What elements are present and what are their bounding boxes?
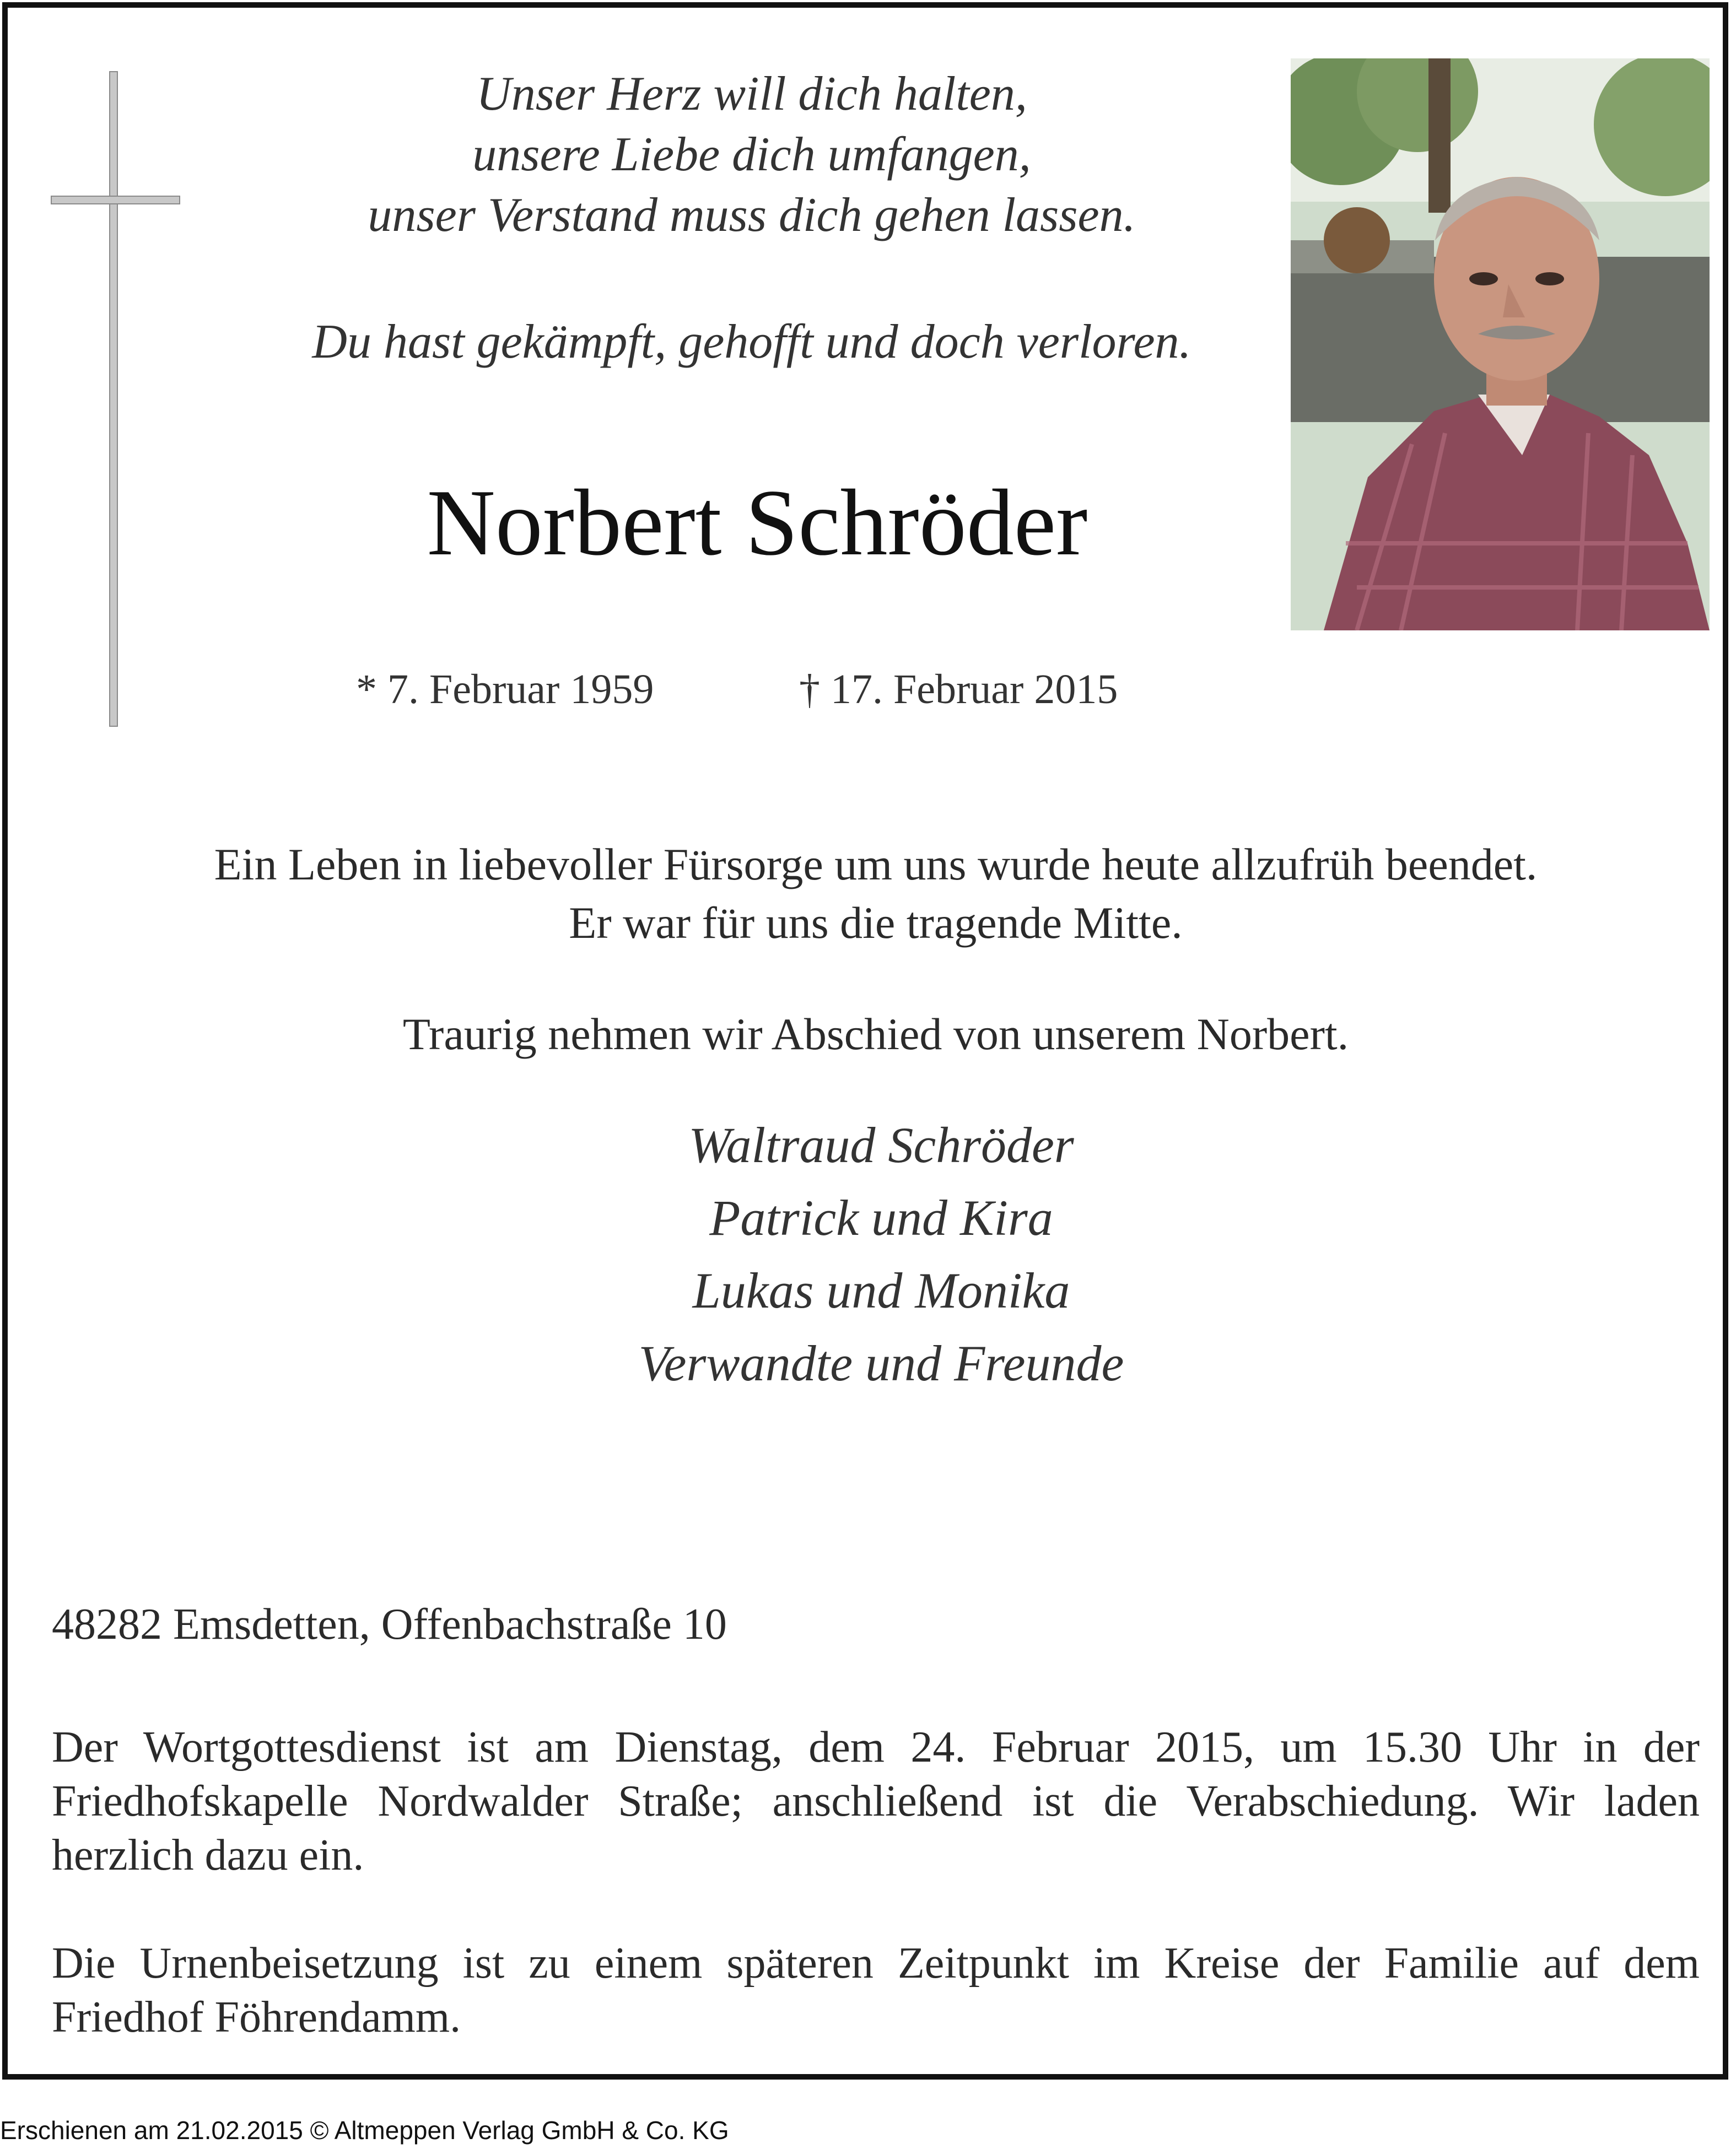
tribute-line: Er war für uns die tragende Mitte. [569,898,1183,948]
family-address: 48282 Emsdetten, Offenbachstraße 10 [52,1600,727,1649]
tribute-line: Ein Leben in liebevoller Fürsorge um uns wurde heute allzufrüh beendet. [214,839,1538,889]
mourner-name: Verwandte und Freunde [638,1335,1124,1391]
farewell-text: Traurig nehmen wir Abschied von unserem Norbert. [402,1009,1349,1059]
cross-horizontal-bar [51,196,180,204]
verse-line: unsere Liebe dich umfangen, [472,128,1031,181]
tribute-text [63,835,1689,952]
verse-line: Unser Herz will dich halten, [476,67,1027,121]
verse-line: unser Verstand muss dich gehen lassen. [368,188,1136,242]
mourner-name: Patrick und Kira [709,1190,1053,1246]
death-date: † 17. Februar 2015 [799,666,1118,712]
mourner-name: Waltraud Schröder [688,1117,1074,1173]
mourners-list [228,1109,1534,1400]
verse-block [228,64,1275,246]
portrait-photo [1291,58,1710,630]
obituary-frame [2,2,1728,2080]
verse-second-line: Du hast gekämpft, gehofft und doch verloren. [312,315,1192,369]
service-announcement: Der Wortgottesdienst ist am Dienstag, dem 24. Februar 2015, um 15.30 Uhr in der Friedhofskapelle Nordwalder Straße; anschließend ist die Verabschiedung. Wir laden herzlich dazu ein. [52,1723,1700,1880]
mourner-name: Lukas und Monika [692,1262,1070,1319]
cross-vertical-bar [109,71,118,727]
burial-announcement: Die Urnenbeisetzung ist zu einem späteren Zeitpunkt im Kreise der Familie auf dem Friedhof Föhrendamm. [52,1939,1700,2042]
publication-footer: Erschienen am 21.02.2015 © Altmeppen Verlag GmbH & Co. KG [0,2116,729,2145]
deceased-name: Norbert Schröder [427,471,1088,575]
birth-date: * 7. Februar 1959 [356,666,654,712]
